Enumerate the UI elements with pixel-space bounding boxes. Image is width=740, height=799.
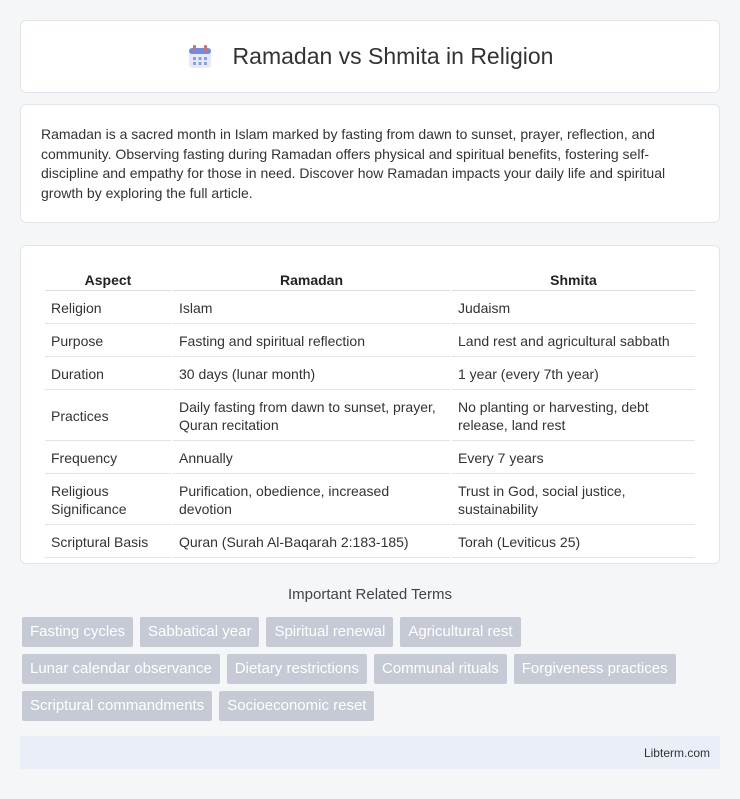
intro-card bbox=[20, 104, 720, 223]
table-cell: Quran (Surah Al-Baqarah 2:183-185) bbox=[173, 527, 450, 558]
table-cell: Every 7 years bbox=[452, 443, 695, 474]
table-row bbox=[45, 293, 695, 324]
table-cell: Religious Significance bbox=[45, 476, 171, 525]
related-term-tag[interactable]: Dietary restrictions bbox=[227, 654, 367, 684]
table-cell: Judaism bbox=[452, 293, 695, 324]
footer bbox=[20, 736, 720, 769]
comparison-table bbox=[43, 266, 697, 560]
table-cell: Daily fasting from dawn to sunset, prayer, Quran recitation bbox=[173, 392, 450, 441]
table-row bbox=[45, 392, 695, 441]
related-term-tag[interactable]: Communal rituals bbox=[374, 654, 507, 684]
table-cell: Purification, obedience, increased devotion bbox=[173, 476, 450, 525]
related-term-tag[interactable]: Lunar calendar observance bbox=[22, 654, 220, 684]
related-term-tag[interactable]: Agricultural rest bbox=[400, 617, 520, 647]
table-cell: Purpose bbox=[45, 326, 171, 357]
footer-site-link[interactable]: Libterm.com bbox=[643, 745, 710, 760]
table-cell: Duration bbox=[45, 359, 171, 390]
related-terms-title: Important Related Terms bbox=[288, 586, 452, 603]
table-row bbox=[45, 443, 695, 474]
table-cell: 1 year (every 7th year) bbox=[452, 359, 695, 390]
table-row bbox=[45, 326, 695, 357]
related-terms-list bbox=[22, 617, 722, 728]
header-aspect: Aspect bbox=[45, 268, 171, 291]
table-row bbox=[45, 527, 695, 558]
comparison-table-card bbox=[20, 245, 720, 564]
table-cell: Trust in God, social justice, sustainability bbox=[452, 476, 695, 525]
related-term-tag[interactable]: Scriptural commandments bbox=[22, 691, 212, 721]
table-cell: Fasting and spiritual reflection bbox=[173, 326, 450, 357]
table-cell: 30 days (lunar month) bbox=[173, 359, 450, 390]
table-cell: Frequency bbox=[45, 443, 171, 474]
related-term-tag[interactable]: Sabbatical year bbox=[140, 617, 259, 647]
table-cell: Annually bbox=[173, 443, 450, 474]
table-cell: Practices bbox=[45, 392, 171, 441]
related-term-tag[interactable]: Spiritual renewal bbox=[266, 617, 393, 647]
calendar-icon bbox=[187, 44, 213, 70]
table-cell: Land rest and agricultural sabbath bbox=[452, 326, 695, 357]
table-cell: Islam bbox=[173, 293, 450, 324]
page-title: Ramadan vs Shmita in Religion bbox=[232, 43, 554, 69]
related-term-tag[interactable]: Forgiveness practices bbox=[514, 654, 676, 684]
table-cell: Religion bbox=[45, 293, 171, 324]
intro-text: Ramadan is a sacred month in Islam marked by fasting from dawn to sunset, prayer, reflection, and community. Observing fasting during Ramadan offers physical and spiritual benefits, fostering self-discipline and empathy for those in need. Discover how Ramadan impacts your daily life and spiritual growth by exploring the full article. bbox=[41, 126, 666, 201]
title-card bbox=[20, 20, 720, 93]
table-header-row bbox=[45, 268, 695, 291]
related-term-tag[interactable]: Fasting cycles bbox=[22, 617, 133, 647]
table-cell: Torah (Leviticus 25) bbox=[452, 527, 695, 558]
table-row bbox=[45, 476, 695, 525]
table-row bbox=[45, 359, 695, 390]
table-cell: Scriptural Basis bbox=[45, 527, 171, 558]
header-ramadan: Ramadan bbox=[173, 268, 450, 291]
related-term-tag[interactable]: Socioeconomic reset bbox=[219, 691, 374, 721]
header-shmita: Shmita bbox=[452, 268, 695, 291]
table-cell: No planting or harvesting, debt release, land rest bbox=[452, 392, 695, 441]
